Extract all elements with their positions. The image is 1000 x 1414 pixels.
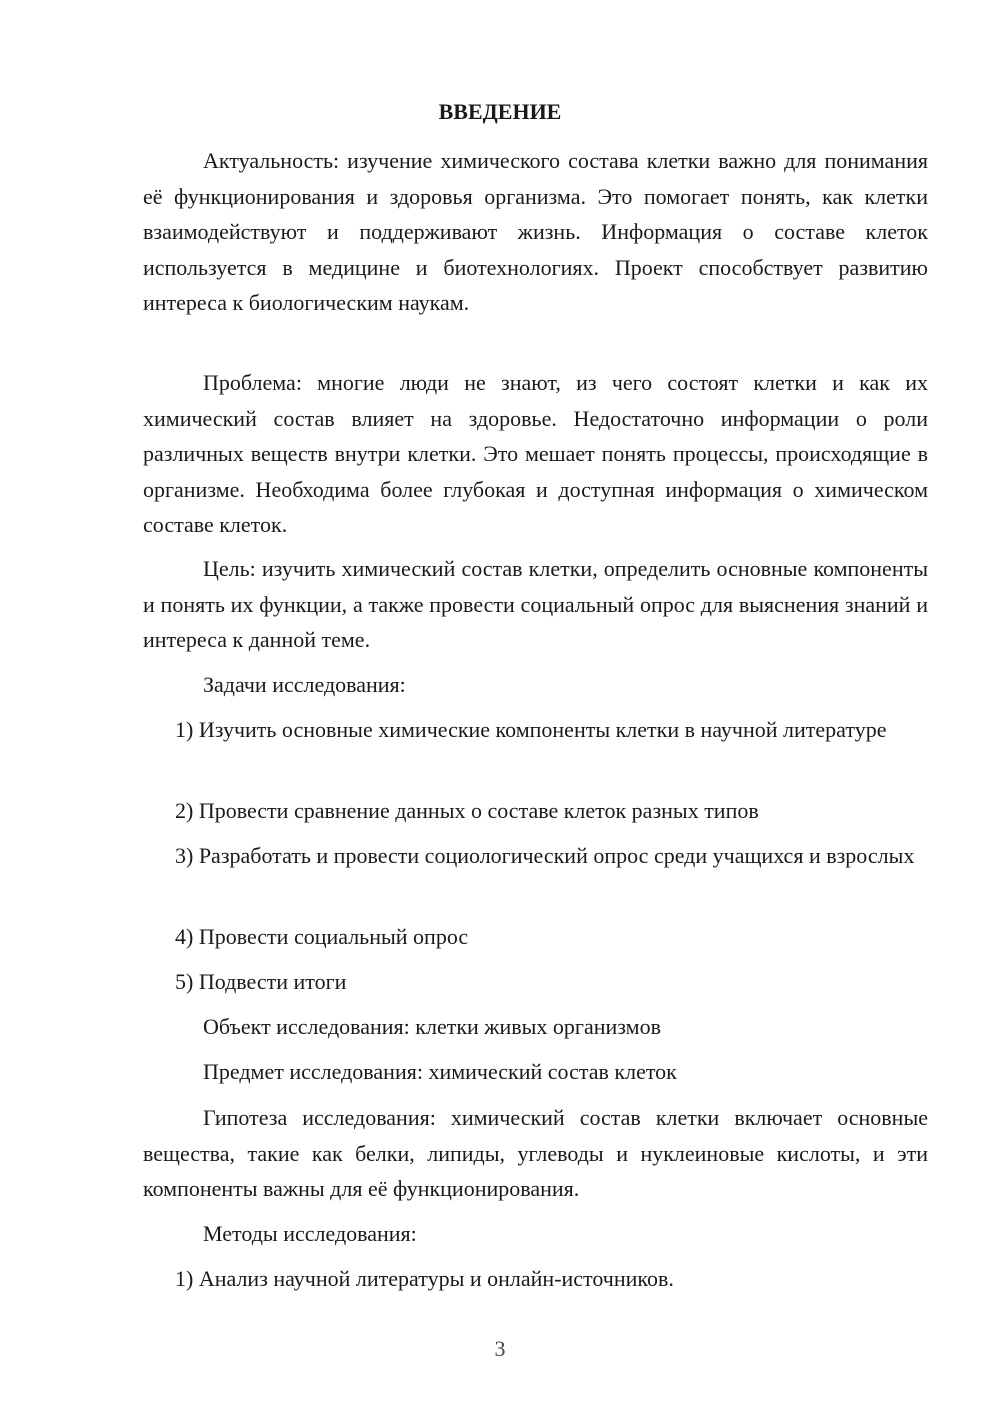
paragraph-hypothesis: Гипотеза исследования: химический состав клетки включает основные вещества, такие как белки, липиды, углеводы и нуклеиновые кислоты, и эти компоненты важны для её функционирования.: [143, 1105, 928, 1202]
task-item-5: 5) Подвести итоги: [175, 969, 347, 994]
paragraph-subject: Предмет исследования: химический состав клеток: [203, 1059, 677, 1084]
paragraph-problem: Проблема: многие люди не знают, из чего состоят клетки и как их химический состав влияет на здоровье. Недостаточно информации о роли различных веществ внутри клетки. Это мешает понять процессы, происходящие в организме. Необходима более глубокая и доступная информация о химическом составе клеток.: [143, 370, 928, 538]
task-item-1: 1) Изучить основные химические компоненты клетки в научной литературе: [175, 717, 887, 742]
task-item-3: 3) Разработать и провести социологический опрос среди учащихся и взрослых: [175, 843, 915, 868]
paragraph-relevance: Актуальность: изучение химического состава клетки важно для понимания её функционирования и здоровья организма. Это помогает понять, как клетки взаимодействуют и поддерживают жизнь. Информация о составе клеток используется в медицине и биотехнологиях. Проект способствует развитию интереса к биологическим наукам.: [143, 148, 928, 316]
method-item-1: 1) Анализ научной литературы и онлайн-источников.: [175, 1266, 674, 1291]
task-item-2: 2) Провести сравнение данных о составе клеток разных типов: [175, 798, 759, 823]
methods-heading: Методы исследования:: [203, 1221, 417, 1246]
task-item-4: 4) Провести социальный опрос: [175, 924, 469, 949]
paragraph-goal: Цель: изучить химический состав клетки, определить основные компоненты и понять их функции, а также провести социальный опрос для выяснения знаний и интереса к данной теме.: [143, 556, 928, 653]
tasks-heading: Задачи исследования:: [203, 672, 406, 697]
page-number: 3: [494, 1336, 506, 1361]
page-title: ВВЕДЕНИЕ: [438, 99, 562, 124]
paragraph-object: Объект исследования: клетки живых организмов: [203, 1014, 661, 1039]
